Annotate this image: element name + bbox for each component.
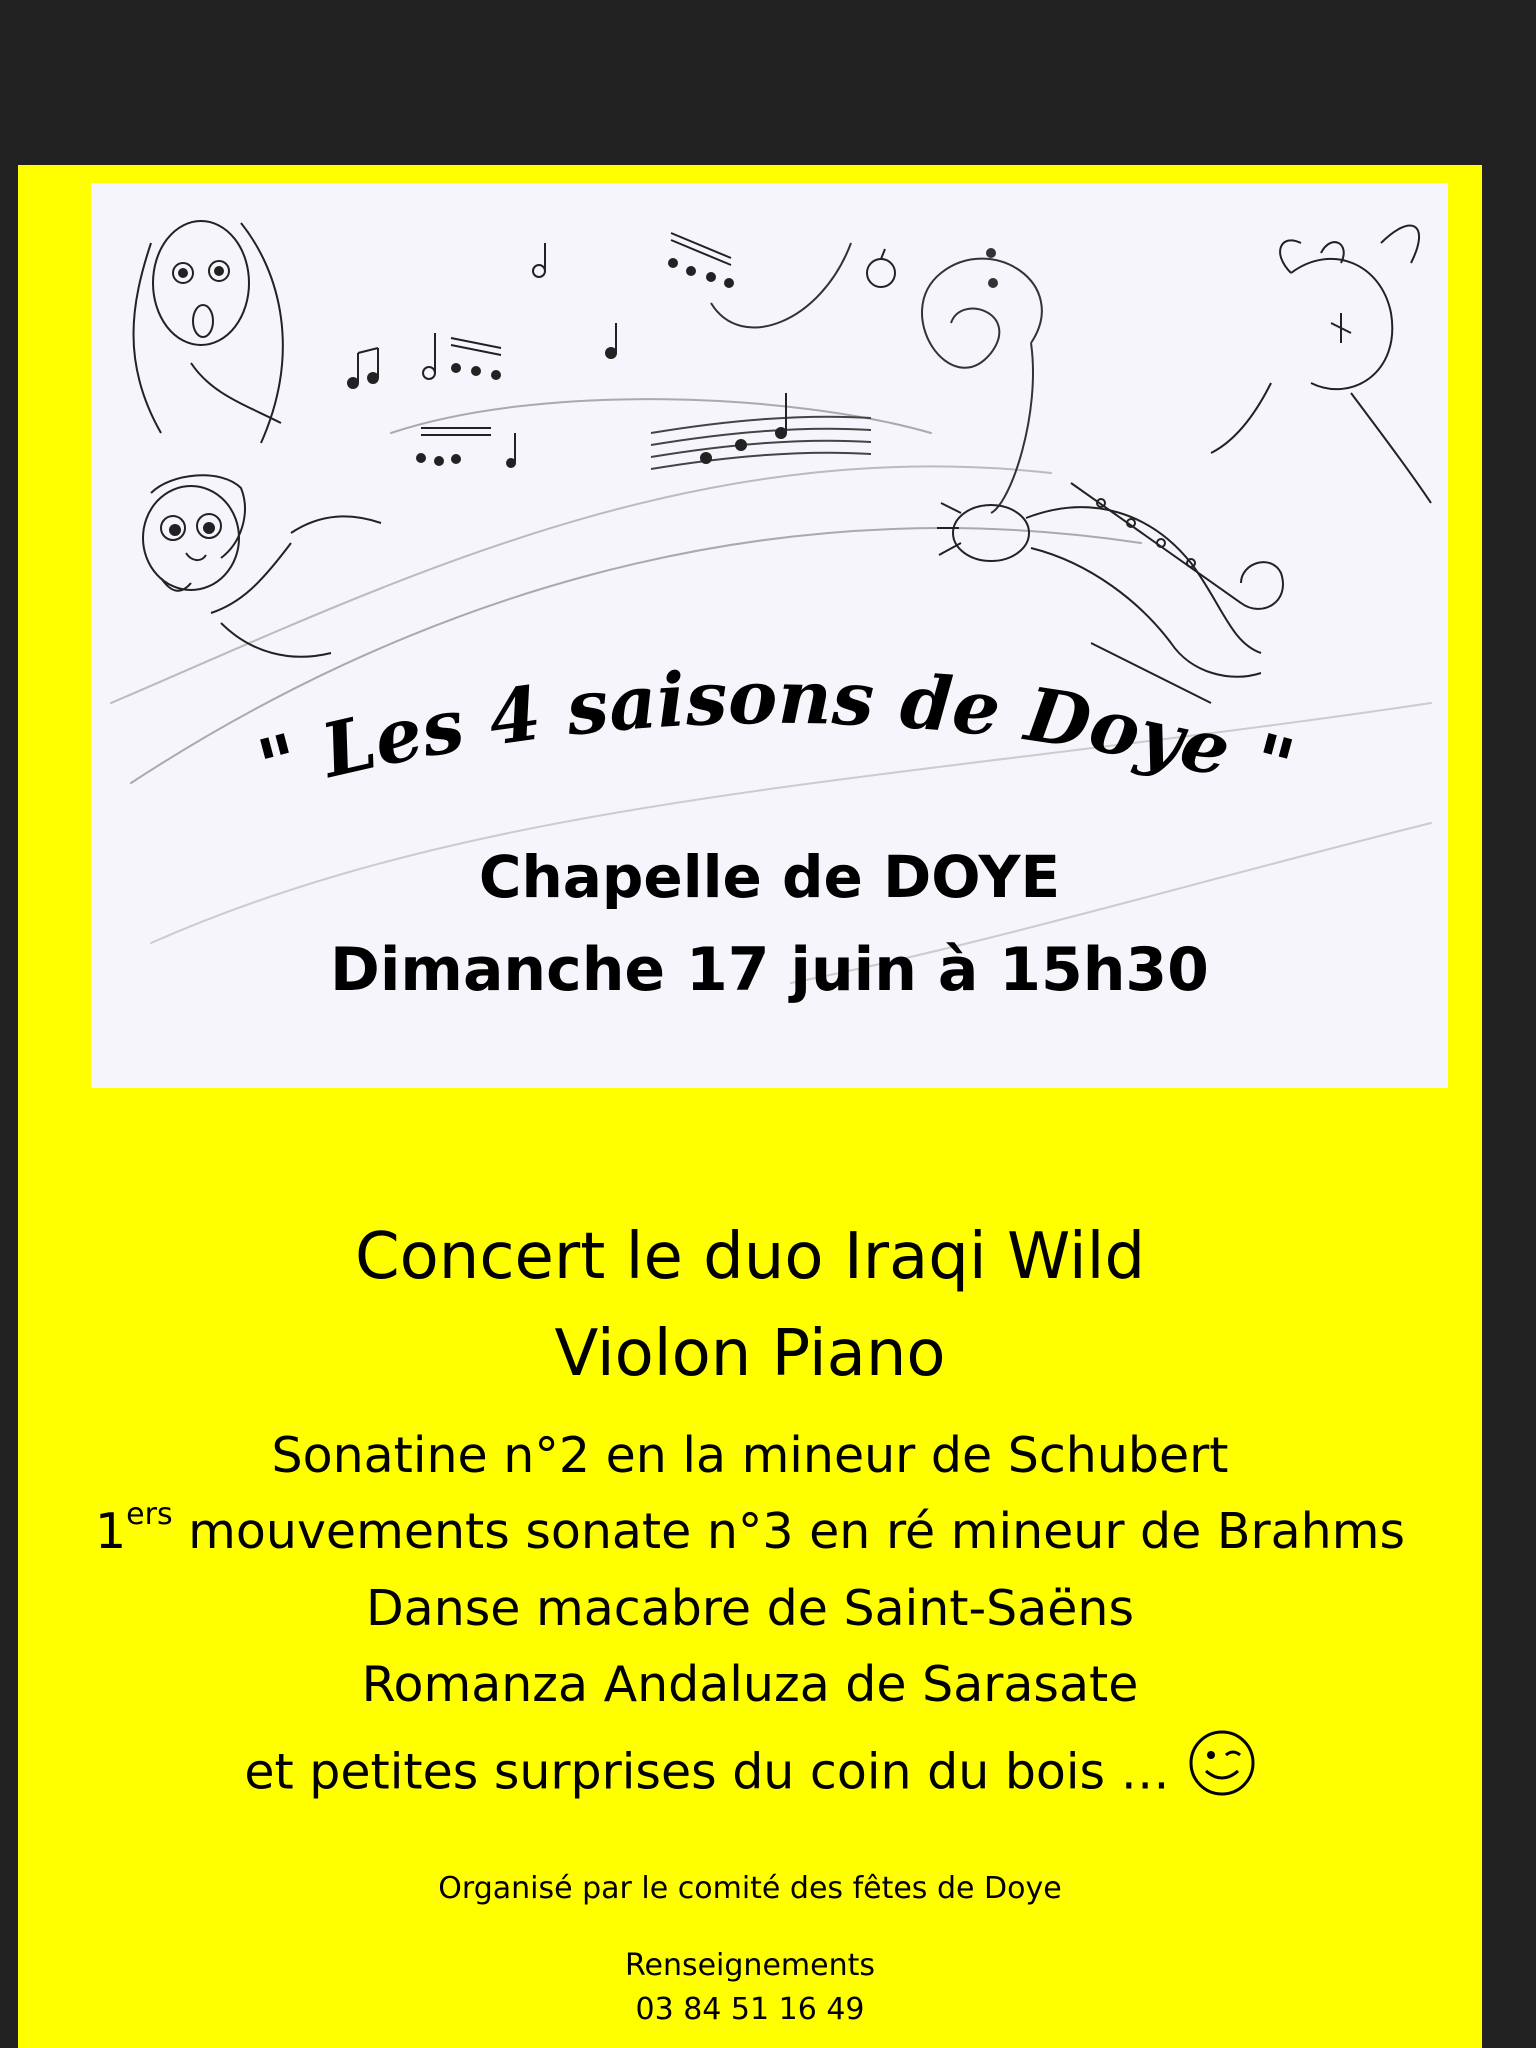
- bird-sketch: [1211, 226, 1431, 503]
- program-item-4: Romanza Andaluza de Sarasate: [361, 1656, 1139, 1713]
- singer-face-sketch: [134, 221, 283, 443]
- poster-title: " Les 4 saisons de Doye ": [249, 654, 1303, 811]
- program-item-5-text: et petites surprises du coin du bois …: [244, 1743, 1170, 1801]
- instruments-text: Violon Piano: [554, 1317, 946, 1391]
- date-time-text: Dimanche 17 juin à 15h30: [330, 935, 1209, 1005]
- program-item-3: Danse macabre de Saint-Saëns: [365, 1580, 1135, 1637]
- info-label: Renseignements: [625, 1948, 875, 1983]
- organizer-text: Organisé par le comité des fêtes de Doye: [438, 1871, 1062, 1906]
- concert-headline: Concert le duo Iraqi Wild: [354, 1220, 1146, 1294]
- boy-face-sketch: [143, 475, 381, 656]
- phone-number: 03 84 51 16 49: [635, 1992, 865, 2027]
- program-item-1: Sonatine n°2 en la mineur de Schubert: [271, 1427, 1229, 1484]
- program-item-2: [18, 1497, 1482, 1560]
- viewer-top-bar: [0, 0, 1536, 165]
- apple-sketch: [867, 249, 895, 287]
- sketch-illustration: [91, 183, 1448, 1088]
- program-item-5: [18, 1735, 1482, 1815]
- venue-text: Chapelle de DOYE: [478, 843, 1061, 911]
- concert-poster: [18, 165, 1482, 2048]
- program-item-2-text: mouvements sonate n°3 en ré mineur de Brahms: [188, 1503, 1405, 1560]
- wink-face-icon: [1188, 1729, 1256, 1809]
- music-notes-sketch: [348, 233, 871, 469]
- program-item-2-superscript: ers: [126, 1497, 173, 1532]
- program-item-2-prefix: 1: [94, 1503, 127, 1560]
